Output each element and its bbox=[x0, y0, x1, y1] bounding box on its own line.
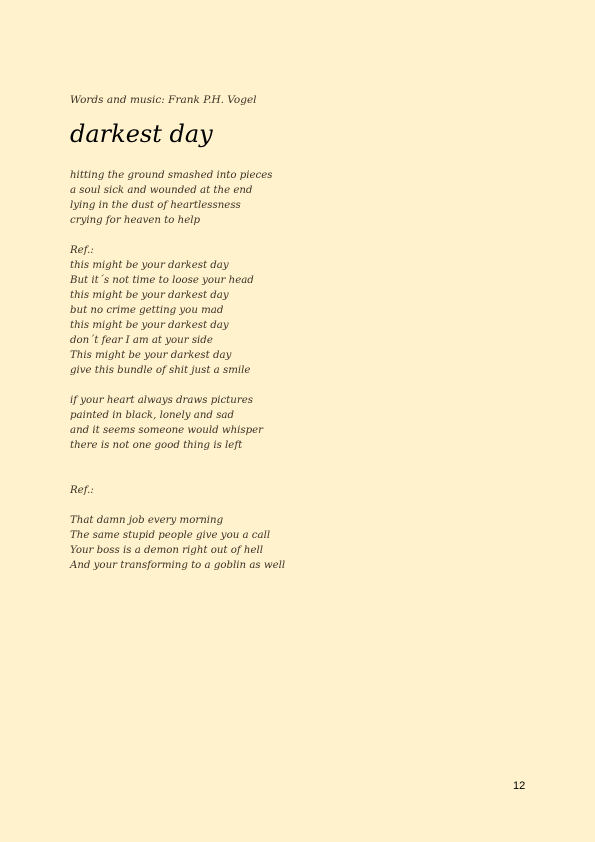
lyric-line: a soul sick and wounded at the end bbox=[70, 185, 253, 196]
verse-1 bbox=[70, 168, 540, 228]
refrain bbox=[70, 243, 540, 378]
lyric-line: painted in black, lonely and sad bbox=[70, 410, 235, 421]
lyric-line: This might be your darkest day bbox=[70, 350, 232, 361]
lyric-line: and it seems someone would whisper bbox=[70, 425, 264, 436]
lyric-line: but no crime getting you mad bbox=[70, 305, 224, 316]
lyric-line: don´t fear I am at your side bbox=[70, 335, 213, 346]
stanza-gap bbox=[70, 378, 540, 393]
lyric-line: The same stupid people give you a call bbox=[70, 530, 271, 541]
page-number: 12 bbox=[513, 780, 526, 792]
stanza-gap bbox=[70, 453, 540, 483]
refrain-label: Ref.: bbox=[70, 485, 94, 496]
verse-2 bbox=[70, 393, 540, 453]
lyric-line: this might be your darkest day bbox=[70, 260, 229, 271]
lyric-line: give this bundle of shit just a smile bbox=[70, 365, 251, 376]
lyric-line: crying for heaven to help bbox=[70, 215, 201, 226]
credit-line: Words and music: Frank P.H. Vogel bbox=[70, 94, 257, 106]
lyric-line: this might be your darkest day bbox=[70, 320, 229, 331]
stanza-gap bbox=[70, 228, 540, 243]
verse-3 bbox=[70, 513, 540, 573]
lyric-line: That damn job every morning bbox=[70, 515, 224, 526]
lyrics-body bbox=[70, 168, 540, 573]
lyric-line: this might be your darkest day bbox=[70, 290, 229, 301]
refrain-label: Ref.: bbox=[70, 245, 94, 256]
lyric-line: there is not one good thing is left bbox=[70, 440, 243, 451]
lyric-line: And your transforming to a goblin as well bbox=[70, 560, 286, 571]
lyric-line: lying in the dust of heartlessness bbox=[70, 200, 241, 211]
lyric-line: hitting the ground smashed into pieces bbox=[70, 170, 273, 181]
song-title: darkest day bbox=[70, 120, 213, 148]
lyric-line: if your heart always draws pictures bbox=[70, 395, 253, 406]
stanza-gap bbox=[70, 498, 540, 513]
lyric-line: Your boss is a demon right out of hell bbox=[70, 545, 263, 556]
lyric-line: But it´s not time to loose your head bbox=[70, 275, 254, 286]
